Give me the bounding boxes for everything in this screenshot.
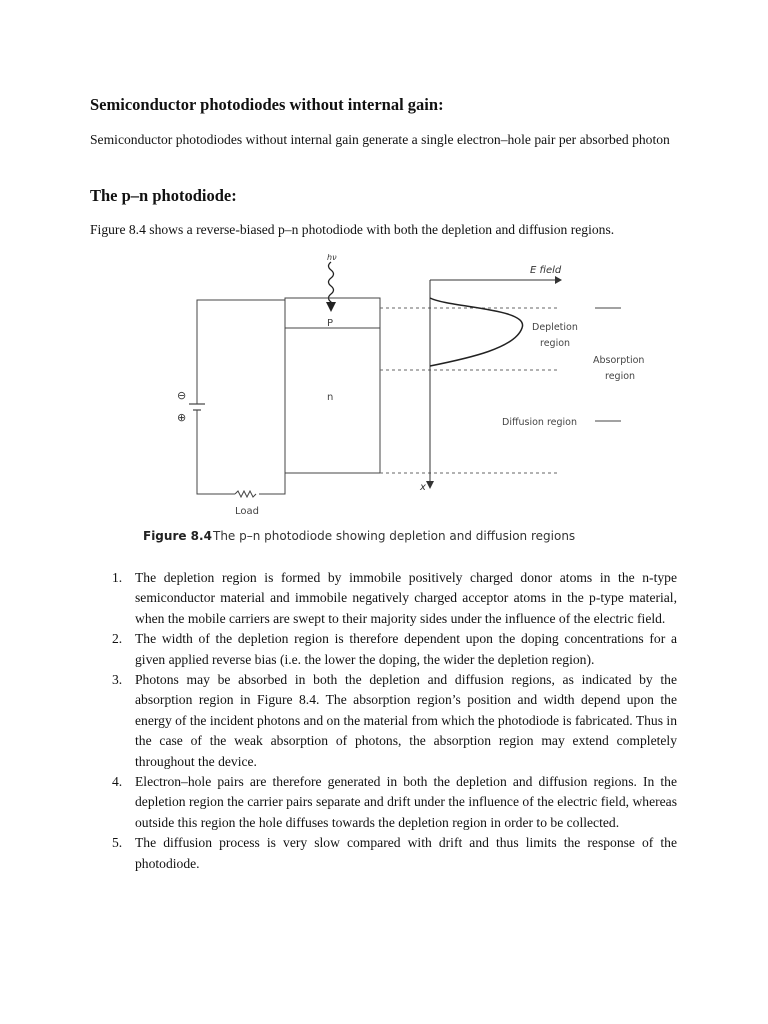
absorption-label-1: Absorption [593, 355, 645, 366]
efield-arrowhead [555, 276, 562, 284]
list-item [90, 568, 677, 629]
list-number: 5. [112, 835, 123, 851]
figure-caption-text: The p–n photodiode showing depletion and diffusion regions [213, 529, 576, 543]
photon-label: hν [327, 253, 337, 262]
figure-intro: Figure 8.4 shows a reverse-biased p–n photodiode with both the depletion and diffusion regions. [90, 222, 615, 237]
load-label: Load [235, 506, 259, 517]
p-region-label: P [327, 318, 334, 329]
n-region-label: n [327, 392, 334, 403]
list-number: 2. [112, 631, 123, 647]
list-text: The diffusion process is very slow compared with drift and thus limits the response of the photodiode. [135, 835, 677, 871]
list-text: Photons may be absorbed in both the depletion and diffusion regions, as indicated by the absorption region in Figure 8.4. The absorption region’s position and width depend upon the energy of the incident photons and on the material from which the photodiode is fabricated. Thus in the case of the weak absorption of photons, the absorption region may extend completely throughout the device. [135, 672, 677, 769]
explanation-list [90, 568, 677, 874]
circuit-wire-right [259, 473, 285, 494]
depletion-label-2: region [540, 338, 571, 349]
x-axis-arrowhead [426, 481, 434, 489]
section-title: Semiconductor photodiodes without internal gain: [90, 95, 444, 114]
list-item [90, 670, 677, 772]
intro-paragraph: Semiconductor photodiodes without internal gain generate a single electron–hole pair per absorbed photon [90, 132, 670, 147]
circuit-wire-bottom [197, 410, 235, 494]
list-text: The depletion region is formed by immobile positively charged donor atoms in the n-type semiconductor material and immobile negatively charged acceptor atoms in the p-type material, when the mobile carriers are swept to their majority sides under the influence of the electric field. [135, 570, 677, 626]
battery-plus-label: ⊕ [177, 411, 187, 424]
x-axis-label: x [420, 482, 426, 493]
list-text: The width of the depletion region is therefore dependent upon the doping concentrations for a given applied reverse bias (i.e. the lower the doping, the wider the depletion region). [135, 631, 677, 667]
photon-squiggle [329, 262, 334, 308]
photodiode-diagram [90, 248, 690, 548]
battery-minus-label: ⊖ [177, 389, 187, 402]
diffusion-label: Diffusion region [502, 417, 578, 428]
list-number: 3. [112, 672, 123, 688]
load-resistor [235, 491, 256, 497]
depletion-label-1: Depletion [532, 322, 578, 333]
efield-label: E field [530, 265, 562, 276]
absorption-label-2: region [605, 371, 636, 382]
list-item [90, 833, 677, 874]
figure-caption-number: Figure 8.4 [143, 529, 212, 543]
list-item [90, 772, 677, 833]
list-item [90, 629, 677, 670]
photon-arrowhead [326, 302, 336, 312]
list-number: 1. [112, 570, 123, 585]
list-number: 4. [112, 774, 123, 790]
circuit-wire-top [197, 300, 285, 395]
subsection-title: The p–n photodiode: [90, 186, 237, 205]
figure-8-4 [90, 248, 690, 548]
list-text: Electron–hole pairs are therefore generated in both the depletion and diffusion regions. In the depletion region the carrier pairs separate and drift under the influence of the electric field, whereas outside this region the hole diffuses towards the depletion region in order to be collected. [135, 774, 677, 830]
